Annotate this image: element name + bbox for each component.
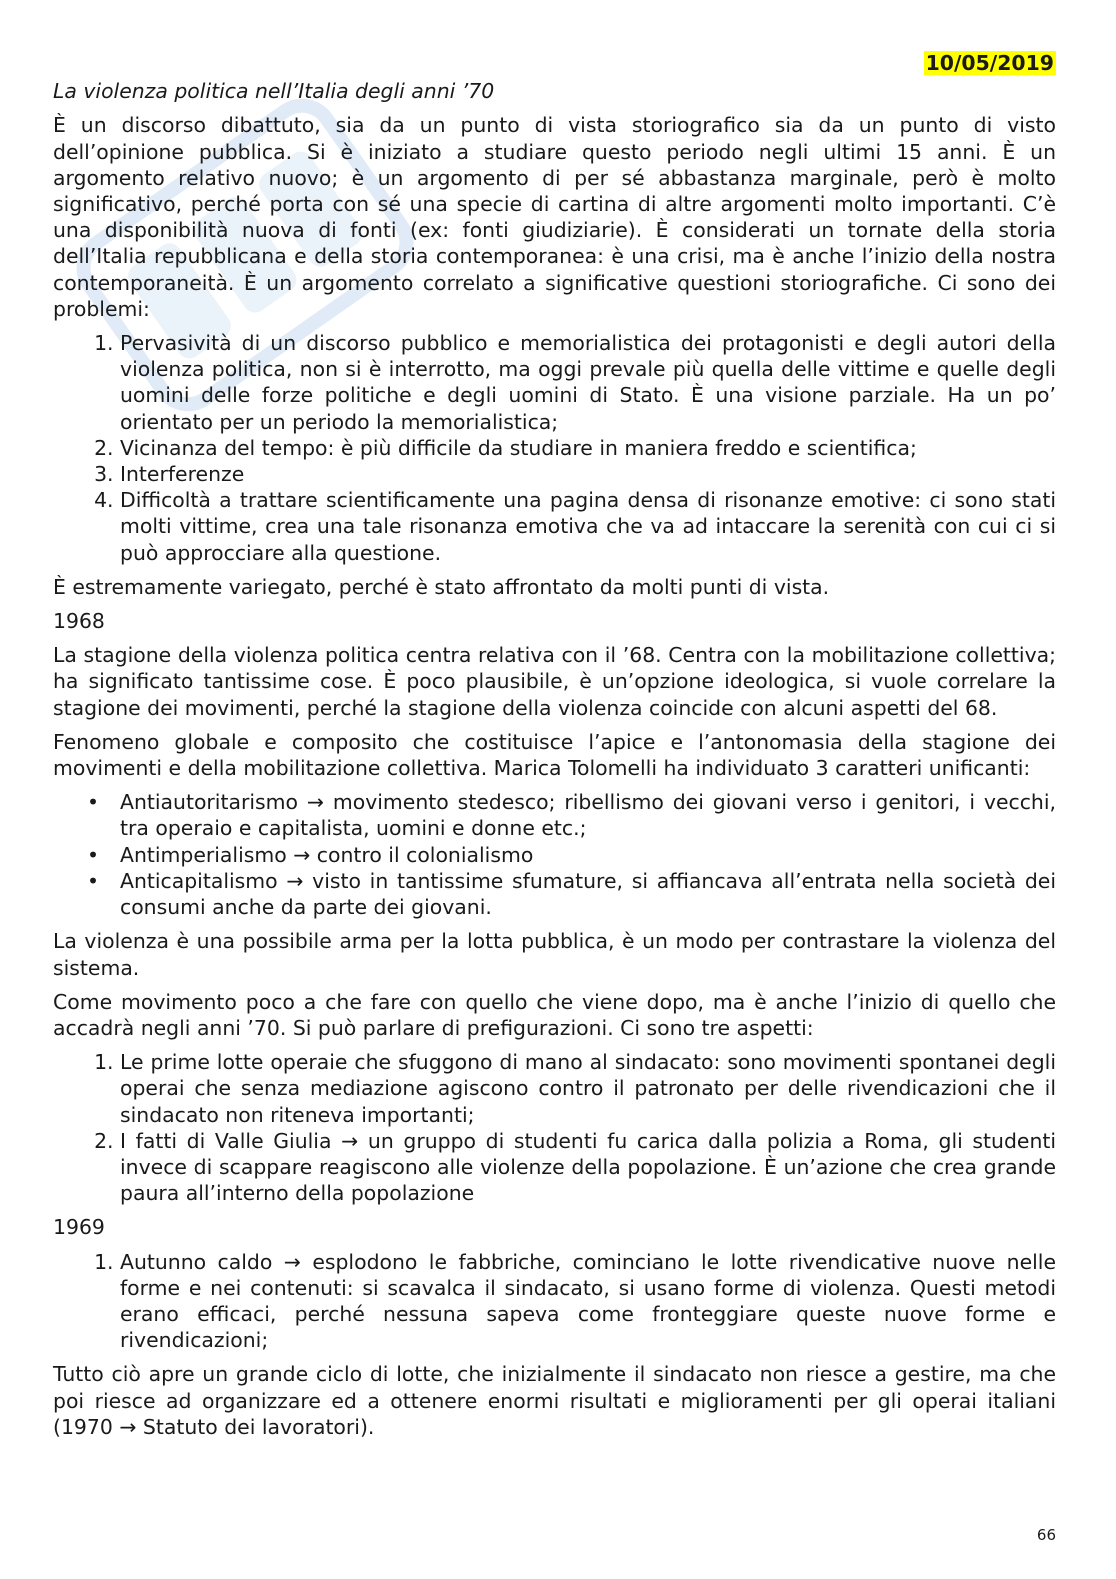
description: esplodono le fabbriche, cominciano le lotte rivendicative nuove nelle forme e nei contenuti: si scavalca il sindacato, si usano forme di violenza. Questi metodi erano efficaci, perché nessuna sapeva come fronteggiare queste nuove forme e rivendicazioni; [120, 1249, 1057, 1353]
final-text-end: Statuto dei lavoratori). [142, 1414, 375, 1439]
description: visto in tantissime sfumature, si affiancava all’entrata nella società dei consumi anche da parte dei giovani. [120, 868, 1056, 920]
date-row [53, 50, 1056, 76]
arrow-icon: → [286, 868, 304, 893]
arrow-icon: → [119, 1414, 137, 1439]
list-item: 3. Interferenze [120, 461, 1056, 487]
year-heading: 1969 [53, 1215, 105, 1240]
description: un gruppo di studenti fu carica dalla polizia a Roma, gli studenti invece di scappare reagiscono alle violenze della popolazione. È un’azione che crea grande paura all’interno della popolazione [120, 1128, 1057, 1206]
list-item: 1. Pervasività di un discorso pubblico e memorialistica dei protagonisti e degli autori della violenza politica, non si è interrotto, ma oggi prevale più quella delle vittime e quelle degli uomini delle forze politiche e degli uomini di Stato. È una visione parziale. Ha un po’ orientato per un periodo la memorialistica; [120, 330, 1056, 435]
list-item: 1. Le prime lotte operaie che sfuggono di mano al sindacato: sono movimenti spontanei degli operai che senza mediazione agiscono contro il patronato per delle rivendicazioni che il sindacato non riteneva importanti; [120, 1049, 1056, 1128]
paragraph: La stagione della violenza politica centra relativa con il ’68. Centra con la mobilitazione collettiva; ha significato tantissime cose. È poco plausibile, è un’opzione ideologica, si vuole correlare la stagione dei movimenti, perché la stagione della violenza coincide con alcuni aspetti del 68. [53, 643, 1056, 720]
aspetti-list [53, 1049, 1056, 1206]
year-heading: 1968 [53, 609, 105, 634]
list-item: 2. Vicinanza del tempo: è più difficile da studiare in maniera freddo e scientifica; [120, 435, 1056, 461]
list-item [120, 842, 1056, 868]
paragraph: La violenza è una possibile arma per la lotta pubblica, è un modo per contrastare la violenza del sistema. [53, 929, 1056, 980]
paragraph: È estremamente variegato, perché è stato affrontato da molti punti di vista. [53, 574, 830, 599]
lead: Autunno caldo [120, 1249, 273, 1274]
term: Antiautoritarismo [120, 790, 298, 815]
paragraph: Come movimento poco a che fare con quello che viene dopo, ma è anche l’inizio di quello che accadrà negli anni ’70. Si può parlare di prefigurazioni. Ci sono tre aspetti: [53, 989, 1056, 1040]
problems-list [53, 330, 1056, 566]
paragraph: Fenomeno globale e composito che costituisce l’apice e l’antonomasia della stagione dei movimenti e della mobilitazione collettiva. Marica Tolomelli ha individuato 3 caratteri unificanti: [53, 729, 1056, 781]
arrow-icon: → [283, 1249, 301, 1274]
final-paragraph [53, 1361, 1056, 1440]
aspetti-1969-list [53, 1249, 1056, 1354]
arrow-icon: → [306, 790, 324, 815]
arrow-icon: → [341, 1128, 359, 1153]
page-number: 66 [1036, 1526, 1056, 1544]
term: Antimperialismo [120, 842, 287, 867]
list-item [120, 1128, 1056, 1207]
intro-paragraph: È un discorso dibattuto, sia da un punto di vista storiografico sia da un punto di visto dell’opinione pubblica. Si è iniziato a studiare questo periodo negli ultimi 15 anni. È un argomento relativo nuovo; è un argomento di per sé abbastanza marginale, però è molto significativo, perché porta con sé una specie di cartina di altre argomenti molto importanti. C’è una disponibilità nuova di fonti (ex: fonti giudiziarie). È considerati un tornate della storia dell’Italia repubblicana e della storia contemporanea: è una crisi, ma è anche l’inizio della nostra contemporaneità. È un argomento correlato a significative questioni storiografiche. Ci sono dei problemi: [53, 113, 1056, 321]
description: contro il colonialismo [316, 842, 534, 867]
list-item [120, 789, 1056, 841]
caratteri-list [53, 789, 1056, 920]
list-item: 4. Difficoltà a trattare scientificamente una pagina densa di risonanze emotive: ci sono stati molti vittime, crea una tale risonanza emotiva che va ad intaccare la serenità con cui ci si può approcciare alla questione. [120, 487, 1056, 566]
list-item [120, 868, 1056, 920]
description: movimento stedesco; ribellismo dei giovani verso i genitori, i vecchi, tra operaio e capitalista, uomini e donne etc.; [120, 790, 1057, 841]
date-highlight: 10/05/2019 [925, 51, 1054, 75]
lead: I fatti di Valle Giulia [120, 1128, 332, 1153]
list-item [120, 1249, 1056, 1354]
term: Anticapitalismo [120, 868, 278, 893]
document-page [53, 50, 1056, 1448]
final-text: Tutto ciò apre un grande ciclo di lotte, che inizialmente il sindacato non riesce a gestire, ma che poi riesce ad organizzare ed a ottenere enormi risultati e miglioramenti per gli operai italiani (1970 [53, 1362, 1056, 1439]
section-title: La violenza politica nell’Italia degli anni ’70 [53, 79, 495, 104]
arrow-icon: → [293, 842, 311, 867]
